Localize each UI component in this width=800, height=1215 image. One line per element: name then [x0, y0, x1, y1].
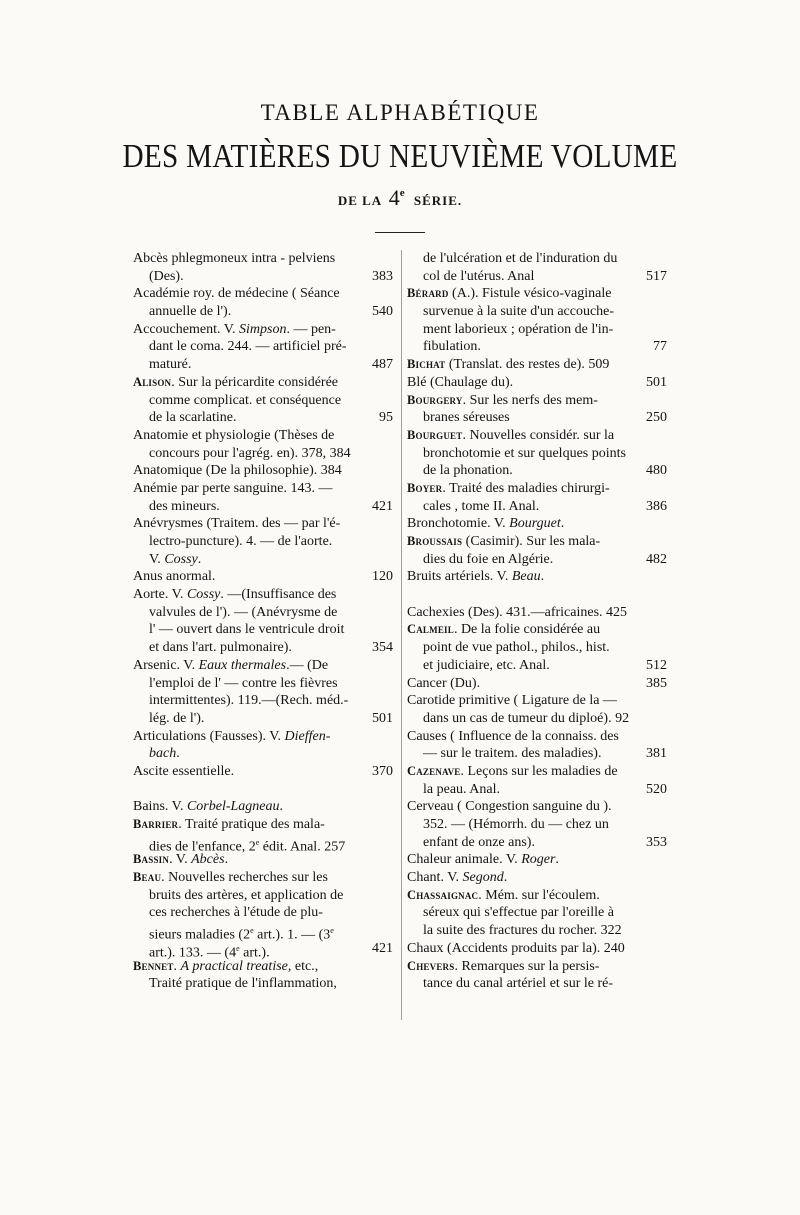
index-entry-text: dant le coma. 244. — artificiel pré- — [149, 339, 347, 355]
index-entry-text: survenue à la suite d'un accouche- — [423, 304, 615, 320]
index-line — [407, 657, 667, 675]
index-entry-text: Arsenic. V. Eaux thermales.— (De — [133, 657, 329, 673]
index-entry-text: bruits des artères, et application de — [149, 887, 344, 903]
index-entry-text: Cancer (Du). — [407, 675, 481, 691]
index-entry-text: Cachexies (Des). 431.—africaines. 425 — [407, 604, 628, 620]
title-sup: e — [399, 187, 406, 199]
index-line — [133, 268, 393, 286]
page-number: 353 — [646, 834, 667, 850]
index-line — [133, 851, 393, 869]
index-line — [407, 374, 667, 392]
index-line — [407, 462, 667, 480]
page-number: 517 — [646, 268, 667, 284]
index-line — [407, 480, 667, 498]
index-column-right — [407, 250, 667, 993]
index-line — [407, 728, 667, 746]
index-line — [133, 834, 393, 855]
index-line — [133, 657, 393, 675]
title-prefix: DE LA — [337, 193, 382, 208]
index-entry-text: Causes ( Influence de la connaiss. des — [407, 728, 619, 744]
page-number: 482 — [646, 551, 667, 567]
index-line — [407, 604, 667, 622]
index-entry-text: Bruits artériels. V. Beau. — [407, 569, 545, 585]
index-line — [407, 285, 667, 303]
index-line — [407, 940, 667, 958]
index-line — [407, 692, 667, 710]
index-column-left — [133, 250, 393, 993]
index-line — [407, 303, 667, 321]
index-line — [133, 285, 393, 303]
index-line — [407, 268, 667, 286]
index-line — [133, 816, 393, 834]
page-number: 421 — [372, 940, 393, 956]
index-line — [133, 621, 393, 639]
index-line — [407, 975, 667, 993]
index-line — [407, 568, 667, 586]
index-line — [407, 816, 667, 834]
index-line — [133, 321, 393, 339]
index-line — [407, 887, 667, 905]
index-entry-text: ment laborieux ; opération de l'in- — [423, 321, 614, 337]
index-entry-text: 352. — (Hémorrh. du — chez un — [423, 817, 609, 832]
page-number: 540 — [372, 304, 393, 320]
index-entry-text: la suite des fractures du rocher. 322 — [423, 923, 622, 939]
index-entry-text: branes séreuses — [423, 410, 510, 426]
title-suffix: SÉRIE. — [413, 193, 463, 208]
index-entry-text: valvules de l'). — (Anévrysme de — [149, 604, 338, 620]
page-number: 421 — [372, 498, 393, 514]
index-line — [133, 922, 393, 943]
index-entry-text: Académie roy. de médecine ( Séance — [133, 286, 340, 302]
index-line — [133, 869, 393, 887]
index-line — [133, 692, 393, 710]
title-number: 4 — [388, 185, 400, 210]
index-line — [133, 745, 393, 763]
index-line — [133, 940, 393, 961]
title-line-1: TABLE ALPHABÉTIQUE — [260, 100, 540, 125]
index-entry-text: Bassin. V. Abcès. — [133, 852, 229, 868]
index-line — [407, 356, 667, 374]
index-entry-text: de la phonation. — [423, 463, 513, 479]
index-entry-text: Abcès phlegmoneux intra - pelviens — [133, 251, 336, 266]
index-line — [133, 498, 393, 516]
page-number: 501 — [372, 710, 393, 726]
index-line — [407, 904, 667, 922]
index-entry-text: Bourguet. Nouvelles considér. sur la — [407, 427, 615, 443]
index-entry-text: Anatomique (De la philosophie). 384 — [133, 463, 342, 479]
index-line — [133, 515, 393, 533]
page-number: 386 — [646, 498, 667, 514]
index-entry-text: l'emploi de l' — contre les fièvres — [149, 675, 338, 691]
index-entry-text: et dans l'art. pulmonaire). — [149, 640, 292, 656]
page-number: 120 — [372, 569, 393, 585]
title-line-3 — [0, 185, 800, 211]
index-entry-text: tance du canal artériel et sur le ré- — [423, 976, 614, 992]
index-entry-text: Bronchotomie. V. Bourguet. — [407, 516, 565, 532]
index-entry-text: bronchotomie et sur quelques points — [423, 445, 626, 461]
index-entry-text: Bennet. A practical treatise, etc., — [133, 958, 319, 974]
title-line-2: DES MATIÈRES DU NEUVIÈME VOLUME — [122, 138, 678, 175]
index-entry-text: Bérard (A.). Fistule vésico-vaginale — [407, 286, 612, 302]
index-line — [133, 303, 393, 321]
index-entry-text: concours pour l'agrég. en). 378, 384 — [149, 445, 351, 461]
index-entry-text: fibulation. — [423, 339, 481, 355]
index-line — [133, 250, 393, 268]
column-divider — [401, 250, 402, 1020]
page-number: 381 — [646, 746, 667, 762]
index-entry-text: enfant de onze ans). — [423, 834, 535, 850]
page-number: 95 — [379, 410, 393, 426]
index-line — [407, 958, 667, 976]
page-number: 385 — [646, 675, 667, 691]
index-entry-text: lectro-puncture). 4. — de l'aorte. — [149, 534, 333, 549]
index-entry-text: Anatomie et physiologie (Thèses de — [133, 427, 335, 443]
index-entry-text: Broussais (Casimir). Sur les mala- — [407, 534, 601, 549]
index-entry-text: lég. de l'). — [149, 710, 205, 726]
index-line — [133, 356, 393, 374]
index-line — [133, 728, 393, 746]
index-entry-text: V. Cossy. — [149, 551, 202, 567]
index-entry-text: bach. — [149, 746, 180, 762]
index-entry-text: Chant. V. Segond. — [407, 870, 508, 886]
section-gap — [407, 586, 667, 604]
index-entry-text: Carotide primitive ( Ligature de la — — [407, 693, 617, 709]
index-line — [407, 533, 667, 551]
index-entry-text: Calmeil. De la folie considérée au — [407, 622, 601, 638]
page-number: 487 — [372, 357, 393, 373]
index-line — [133, 551, 393, 569]
index-entry-text: dies du foie en Algérie. — [423, 551, 554, 567]
index-line — [407, 869, 667, 887]
index-line — [133, 427, 393, 445]
index-line — [407, 798, 667, 816]
index-line — [133, 887, 393, 905]
index-line — [133, 445, 393, 463]
index-entry-text: art.). 133. — (4e art.). — [149, 943, 270, 961]
index-line — [133, 462, 393, 480]
page-number: 77 — [653, 339, 667, 355]
index-entry-text: Barrier. Traité pratique des mala- — [133, 817, 325, 832]
index-line — [407, 515, 667, 533]
index-line — [133, 374, 393, 392]
index-entry-text: ces recherches à l'étude de plu- — [149, 905, 323, 921]
index-line — [407, 250, 667, 268]
index-entry-text: dans un cas de tumeur du diploé). 92 — [423, 710, 630, 726]
index-line — [407, 675, 667, 693]
index-entry-text: sieurs maladies (2e art.). 1. — (3e — [149, 926, 334, 943]
page-number: 501 — [646, 374, 667, 390]
index-entry-text: Chevers. Remarques sur la persis- — [407, 958, 600, 974]
page-number: 370 — [372, 763, 393, 779]
index-entry-text: Chaleur animale. V. Roger. — [407, 852, 559, 868]
title-rule — [375, 232, 425, 233]
index-entry-text: Cerveau ( Congestion sanguine du ). — [407, 799, 612, 815]
page-number: 354 — [372, 640, 393, 656]
index-line — [133, 338, 393, 356]
section-gap — [133, 781, 393, 799]
index-line — [407, 834, 667, 852]
index-entry-text: Traité pratique de l'inflammation, — [149, 976, 337, 992]
index-entry-text: comme complicat. et conséquence — [149, 392, 342, 408]
index-line — [407, 409, 667, 427]
index-entry-text: de la scarlatine. — [149, 410, 237, 426]
index-entry-text: Beau. Nouvelles recherches sur les — [133, 870, 328, 886]
index-line — [133, 763, 393, 781]
index-entry-text: Anévrysmes (Traitem. des — par l'é- — [133, 516, 341, 532]
index-entry-text: Chaux (Accidents produits par la). 240 — [407, 940, 625, 956]
index-entry-text: Cazenave. Leçons sur les maladies de — [407, 763, 618, 779]
index-entry-text: (Des). — [149, 268, 184, 284]
index-line — [133, 568, 393, 586]
index-line — [407, 445, 667, 463]
index-entry-text: Anus anormal. — [133, 569, 216, 585]
index-line — [407, 763, 667, 781]
index-line — [133, 904, 393, 922]
index-entry-text: des mineurs. — [149, 498, 220, 514]
page-number: 520 — [646, 781, 667, 797]
index-entry-text: Ascite essentielle. — [133, 763, 235, 779]
index-entry-text: Aorte. V. Cossy. —(Insuffisance des — [133, 587, 337, 603]
index-line — [407, 851, 667, 869]
index-line — [133, 958, 393, 976]
index-entry-text: et judiciaire, etc. Anal. — [423, 657, 550, 673]
index-line — [407, 392, 667, 410]
index-line — [133, 975, 393, 993]
index-entry-text: Bourgery. Sur les nerfs des mem- — [407, 392, 598, 408]
index-entry-text: Bains. V. Corbel-Lagneau. — [133, 799, 284, 815]
index-entry-text: point de vue pathol., philos., hist. — [423, 640, 610, 656]
index-line — [133, 586, 393, 604]
index-entry-text: Accouchement. V. Simpson. — pen- — [133, 321, 336, 337]
index-entry-text: cales , tome II. Anal. — [423, 498, 540, 514]
index-entry-text: la peau. Anal. — [423, 781, 500, 797]
index-entry-text: Boyer. Traité des maladies chirurgi- — [407, 480, 610, 496]
index-entry-text: séreux qui s'effectue par l'oreille à — [423, 905, 614, 921]
index-entry-text: — sur le traitem. des maladies). — [423, 746, 602, 762]
index-entry-text: intermittentes). 119.—(Rech. méd.- — [149, 693, 349, 709]
index-line — [407, 427, 667, 445]
index-line — [407, 710, 667, 728]
index-line — [133, 798, 393, 816]
index-entry-text: dies de l'enfance, 2e édit. Anal. 257 — [149, 837, 346, 855]
index-line — [407, 781, 667, 799]
index-line — [407, 321, 667, 339]
index-line — [407, 745, 667, 763]
index-entry-text: de l'ulcération et de l'induration du — [423, 251, 618, 266]
index-line — [133, 533, 393, 551]
page-number: 512 — [646, 657, 667, 673]
index-entry-text: l' — ouvert dans le ventricule droit — [149, 622, 345, 638]
index-line — [407, 338, 667, 356]
index-line — [133, 409, 393, 427]
index-entry-text: Articulations (Fausses). V. Dieffen- — [133, 728, 331, 744]
index-line — [133, 604, 393, 622]
index-entry-text: annuelle de l'). — [149, 304, 232, 320]
index-line — [133, 639, 393, 657]
index-entry-text: col de l'utérus. Anal — [423, 268, 535, 284]
page-number: 250 — [646, 410, 667, 426]
page-number: 383 — [372, 268, 393, 284]
index-entry-text: Chassaignac. Mém. sur l'écoulem. — [407, 887, 600, 903]
index-entry-text: Anémie par perte sanguine. 143. — — [133, 480, 333, 496]
index-line — [407, 922, 667, 940]
index-entry-text: Alison. Sur la péricardite considérée — [133, 374, 339, 390]
index-entry-text: Blé (Chaulage du). — [407, 374, 514, 390]
index-line — [133, 480, 393, 498]
index-entry-text: maturé. — [149, 357, 192, 373]
index-line — [407, 551, 667, 569]
index-entry-text: Bichat (Translat. des restes de). 509 — [407, 357, 610, 373]
index-line — [133, 392, 393, 410]
index-line — [133, 710, 393, 728]
index-line — [133, 675, 393, 693]
index-line — [407, 621, 667, 639]
index-line — [407, 498, 667, 516]
index-line — [407, 639, 667, 657]
page-number: 480 — [646, 463, 667, 479]
